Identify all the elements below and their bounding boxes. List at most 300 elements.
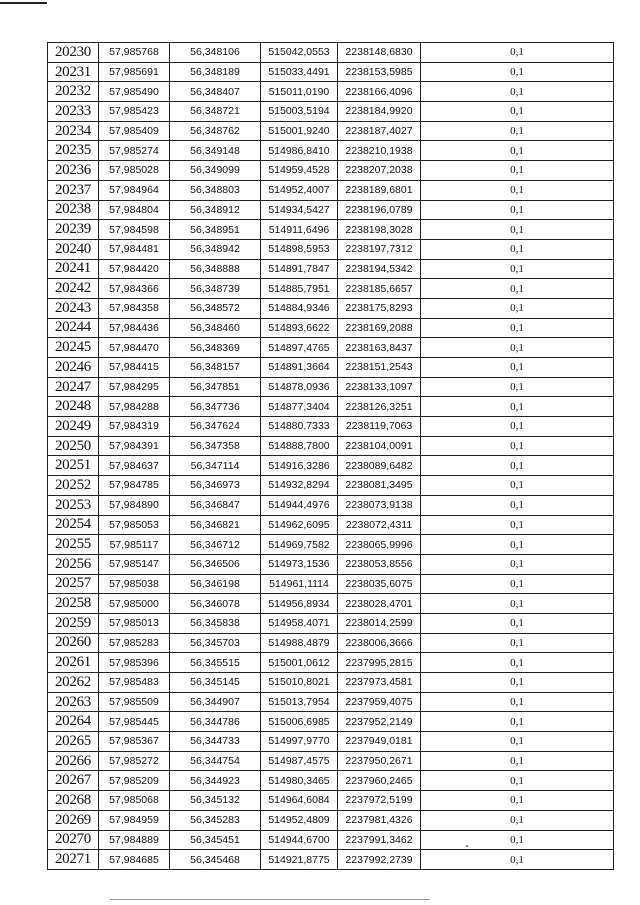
point-number-cell: 20240 bbox=[48, 239, 99, 259]
longitude-cell: 56,344754 bbox=[170, 751, 261, 771]
longitude-cell: 56,345451 bbox=[170, 830, 261, 850]
coord-x-cell: 514969,7582 bbox=[261, 535, 338, 555]
accuracy-cell: 0,1 bbox=[421, 397, 614, 417]
longitude-cell: 56,348369 bbox=[170, 338, 261, 358]
point-number-cell: 20241 bbox=[48, 259, 99, 279]
coord-y-cell: 2237972,5199 bbox=[338, 791, 421, 811]
coord-y-cell: 2237995,2815 bbox=[338, 653, 421, 673]
accuracy-cell: 0,1 bbox=[421, 338, 614, 358]
coord-y-cell: 2238196,0789 bbox=[338, 200, 421, 220]
table-row bbox=[48, 554, 614, 574]
table-row bbox=[48, 633, 614, 653]
coord-x-cell: 515042,0553 bbox=[261, 43, 338, 63]
accuracy-cell: 0,1 bbox=[421, 594, 614, 614]
coord-x-cell: 514934,5427 bbox=[261, 200, 338, 220]
table-row bbox=[48, 574, 614, 594]
longitude-cell: 56,348407 bbox=[170, 82, 261, 102]
coord-x-cell: 514952,4809 bbox=[261, 810, 338, 830]
coord-x-cell: 514986,8410 bbox=[261, 141, 338, 161]
coord-y-cell: 2238028,4701 bbox=[338, 594, 421, 614]
coord-x-cell: 515033,4491 bbox=[261, 62, 338, 82]
coord-y-cell: 2237960,2465 bbox=[338, 771, 421, 791]
coord-y-cell: 2238119,7063 bbox=[338, 417, 421, 437]
table-row bbox=[48, 673, 614, 693]
accuracy-cell: 0,1 bbox=[421, 751, 614, 771]
coord-x-cell: 514888,7800 bbox=[261, 436, 338, 456]
table-row bbox=[48, 259, 614, 279]
coord-y-cell: 2237991,3462 bbox=[338, 830, 421, 850]
coord-x-cell: 514944,4976 bbox=[261, 495, 338, 515]
accuracy-cell: 0,1 bbox=[421, 200, 614, 220]
latitude-cell: 57,985445 bbox=[99, 712, 170, 732]
accuracy-cell: 0,1 bbox=[421, 495, 614, 515]
point-number-cell: 20236 bbox=[48, 161, 99, 181]
coord-x-cell: 515011,0190 bbox=[261, 82, 338, 102]
longitude-cell: 56,345145 bbox=[170, 673, 261, 693]
latitude-cell: 57,985409 bbox=[99, 121, 170, 141]
coord-x-cell: 514884,9346 bbox=[261, 298, 338, 318]
point-number-cell: 20257 bbox=[48, 574, 99, 594]
coord-y-cell: 2238133,1097 bbox=[338, 377, 421, 397]
coord-x-cell: 514877,3404 bbox=[261, 397, 338, 417]
coord-x-cell: 515010,8021 bbox=[261, 673, 338, 693]
accuracy-cell: 0,1 bbox=[421, 771, 614, 791]
point-number-cell: 20243 bbox=[48, 298, 99, 318]
table-row bbox=[48, 377, 614, 397]
coord-y-cell: 2238035,6075 bbox=[338, 574, 421, 594]
coord-y-cell: 2238187,4027 bbox=[338, 121, 421, 141]
latitude-cell: 57,985483 bbox=[99, 673, 170, 693]
accuracy-cell: 0,1 bbox=[421, 161, 614, 181]
table-row bbox=[48, 732, 614, 752]
coord-x-cell: 514898,5953 bbox=[261, 239, 338, 259]
latitude-cell: 57,985423 bbox=[99, 102, 170, 122]
point-number-cell: 20268 bbox=[48, 791, 99, 811]
coord-x-cell: 514891,7847 bbox=[261, 259, 338, 279]
table-row bbox=[48, 298, 614, 318]
accuracy-cell: 0,1 bbox=[421, 358, 614, 378]
longitude-cell: 56,348739 bbox=[170, 279, 261, 299]
latitude-cell: 57,984470 bbox=[99, 338, 170, 358]
latitude-cell: 57,985068 bbox=[99, 791, 170, 811]
point-number-cell: 20239 bbox=[48, 220, 99, 240]
accuracy-cell: 0,1 bbox=[421, 712, 614, 732]
point-number-cell: 20263 bbox=[48, 692, 99, 712]
accuracy-cell: 0,1 bbox=[421, 830, 614, 850]
coord-x-cell: 514932,8294 bbox=[261, 476, 338, 496]
coord-x-cell: 515001,0612 bbox=[261, 653, 338, 673]
coord-y-cell: 2238198,3028 bbox=[338, 220, 421, 240]
longitude-cell: 56,348460 bbox=[170, 318, 261, 338]
coord-y-cell: 2238163,8437 bbox=[338, 338, 421, 358]
point-number-cell: 20231 bbox=[48, 62, 99, 82]
table-row bbox=[48, 200, 614, 220]
latitude-cell: 57,985147 bbox=[99, 554, 170, 574]
table-row bbox=[48, 594, 614, 614]
point-number-cell: 20258 bbox=[48, 594, 99, 614]
accuracy-cell: 0,1 bbox=[421, 515, 614, 535]
accuracy-cell: 0,1 bbox=[421, 436, 614, 456]
table-row bbox=[48, 830, 614, 850]
latitude-cell: 57,985117 bbox=[99, 535, 170, 555]
longitude-cell: 56,347736 bbox=[170, 397, 261, 417]
table-row bbox=[48, 810, 614, 830]
point-number-cell: 20260 bbox=[48, 633, 99, 653]
coord-y-cell: 2238207,2038 bbox=[338, 161, 421, 181]
latitude-cell: 57,984295 bbox=[99, 377, 170, 397]
latitude-cell: 57,985396 bbox=[99, 653, 170, 673]
coord-x-cell: 514921,8775 bbox=[261, 850, 338, 870]
longitude-cell: 56,349099 bbox=[170, 161, 261, 181]
latitude-cell: 57,984889 bbox=[99, 830, 170, 850]
accuracy-cell: 0,1 bbox=[421, 239, 614, 259]
accuracy-cell: 0,1 bbox=[421, 613, 614, 633]
coord-y-cell: 2237973,4581 bbox=[338, 673, 421, 693]
table-row bbox=[48, 653, 614, 673]
longitude-cell: 56,345838 bbox=[170, 613, 261, 633]
accuracy-cell: 0,1 bbox=[421, 62, 614, 82]
coord-x-cell: 514880,7333 bbox=[261, 417, 338, 437]
latitude-cell: 57,985038 bbox=[99, 574, 170, 594]
corner-rule bbox=[0, 2, 47, 4]
coord-y-cell: 2238210,1938 bbox=[338, 141, 421, 161]
table-row bbox=[48, 515, 614, 535]
coord-x-cell: 515001,9240 bbox=[261, 121, 338, 141]
point-number-cell: 20247 bbox=[48, 377, 99, 397]
coord-x-cell: 514961,1114 bbox=[261, 574, 338, 594]
longitude-cell: 56,348572 bbox=[170, 298, 261, 318]
coord-x-cell: 514987,4575 bbox=[261, 751, 338, 771]
scan-mark bbox=[466, 845, 468, 847]
latitude-cell: 57,984481 bbox=[99, 239, 170, 259]
table-row bbox=[48, 358, 614, 378]
point-number-cell: 20261 bbox=[48, 653, 99, 673]
coord-x-cell: 514911,6496 bbox=[261, 220, 338, 240]
longitude-cell: 56,348721 bbox=[170, 102, 261, 122]
coord-y-cell: 2237952,2149 bbox=[338, 712, 421, 732]
latitude-cell: 57,984804 bbox=[99, 200, 170, 220]
coord-x-cell: 514944,6700 bbox=[261, 830, 338, 850]
coord-y-cell: 2237950,2671 bbox=[338, 751, 421, 771]
longitude-cell: 56,346078 bbox=[170, 594, 261, 614]
coord-x-cell: 514878,0936 bbox=[261, 377, 338, 397]
latitude-cell: 57,984637 bbox=[99, 456, 170, 476]
point-number-cell: 20234 bbox=[48, 121, 99, 141]
longitude-cell: 56,348157 bbox=[170, 358, 261, 378]
coord-y-cell: 2238104,0091 bbox=[338, 436, 421, 456]
accuracy-cell: 0,1 bbox=[421, 82, 614, 102]
table-row bbox=[48, 121, 614, 141]
latitude-cell: 57,984420 bbox=[99, 259, 170, 279]
coordinates-table-body bbox=[48, 43, 614, 870]
coord-y-cell: 2238014,2599 bbox=[338, 613, 421, 633]
coord-x-cell: 514891,3664 bbox=[261, 358, 338, 378]
coord-x-cell: 515013,7954 bbox=[261, 692, 338, 712]
latitude-cell: 57,985013 bbox=[99, 613, 170, 633]
longitude-cell: 56,345515 bbox=[170, 653, 261, 673]
longitude-cell: 56,348106 bbox=[170, 43, 261, 63]
coord-y-cell: 2238194,5342 bbox=[338, 259, 421, 279]
accuracy-cell: 0,1 bbox=[421, 456, 614, 476]
table-row bbox=[48, 476, 614, 496]
point-number-cell: 20233 bbox=[48, 102, 99, 122]
point-number-cell: 20269 bbox=[48, 810, 99, 830]
coord-y-cell: 2237981,4326 bbox=[338, 810, 421, 830]
table-row bbox=[48, 338, 614, 358]
table-row bbox=[48, 180, 614, 200]
coord-y-cell: 2238169,2088 bbox=[338, 318, 421, 338]
longitude-cell: 56,346973 bbox=[170, 476, 261, 496]
latitude-cell: 57,985053 bbox=[99, 515, 170, 535]
coord-x-cell: 514893,6622 bbox=[261, 318, 338, 338]
point-number-cell: 20253 bbox=[48, 495, 99, 515]
table-row bbox=[48, 495, 614, 515]
accuracy-cell: 0,1 bbox=[421, 850, 614, 870]
point-number-cell: 20249 bbox=[48, 417, 99, 437]
table-row bbox=[48, 417, 614, 437]
coord-y-cell: 2238189,6801 bbox=[338, 180, 421, 200]
coord-x-cell: 514959,4528 bbox=[261, 161, 338, 181]
longitude-cell: 56,344786 bbox=[170, 712, 261, 732]
point-number-cell: 20256 bbox=[48, 554, 99, 574]
latitude-cell: 57,985272 bbox=[99, 751, 170, 771]
table-row bbox=[48, 692, 614, 712]
latitude-cell: 57,984685 bbox=[99, 850, 170, 870]
accuracy-cell: 0,1 bbox=[421, 220, 614, 240]
coord-x-cell: 514956,8934 bbox=[261, 594, 338, 614]
point-number-cell: 20270 bbox=[48, 830, 99, 850]
longitude-cell: 56,346506 bbox=[170, 554, 261, 574]
latitude-cell: 57,985209 bbox=[99, 771, 170, 791]
accuracy-cell: 0,1 bbox=[421, 377, 614, 397]
table-row bbox=[48, 239, 614, 259]
latitude-cell: 57,984964 bbox=[99, 180, 170, 200]
point-number-cell: 20259 bbox=[48, 613, 99, 633]
point-number-cell: 20264 bbox=[48, 712, 99, 732]
accuracy-cell: 0,1 bbox=[421, 180, 614, 200]
latitude-cell: 57,985283 bbox=[99, 633, 170, 653]
coord-y-cell: 2237959,4075 bbox=[338, 692, 421, 712]
point-number-cell: 20237 bbox=[48, 180, 99, 200]
point-number-cell: 20267 bbox=[48, 771, 99, 791]
longitude-cell: 56,346712 bbox=[170, 535, 261, 555]
coord-x-cell: 515006,6985 bbox=[261, 712, 338, 732]
longitude-cell: 56,344923 bbox=[170, 771, 261, 791]
latitude-cell: 57,984785 bbox=[99, 476, 170, 496]
point-number-cell: 20248 bbox=[48, 397, 99, 417]
longitude-cell: 56,346198 bbox=[170, 574, 261, 594]
coord-x-cell: 514973,1536 bbox=[261, 554, 338, 574]
longitude-cell: 56,344907 bbox=[170, 692, 261, 712]
point-number-cell: 20244 bbox=[48, 318, 99, 338]
accuracy-cell: 0,1 bbox=[421, 673, 614, 693]
accuracy-cell: 0,1 bbox=[421, 298, 614, 318]
point-number-cell: 20232 bbox=[48, 82, 99, 102]
table-row bbox=[48, 771, 614, 791]
coord-y-cell: 2238184,9920 bbox=[338, 102, 421, 122]
latitude-cell: 57,984598 bbox=[99, 220, 170, 240]
accuracy-cell: 0,1 bbox=[421, 141, 614, 161]
coord-y-cell: 2238072,4311 bbox=[338, 515, 421, 535]
coord-y-cell: 2237992,2739 bbox=[338, 850, 421, 870]
point-number-cell: 20266 bbox=[48, 751, 99, 771]
longitude-cell: 56,348762 bbox=[170, 121, 261, 141]
longitude-cell: 56,345703 bbox=[170, 633, 261, 653]
point-number-cell: 20265 bbox=[48, 732, 99, 752]
latitude-cell: 57,984890 bbox=[99, 495, 170, 515]
point-number-cell: 20242 bbox=[48, 279, 99, 299]
accuracy-cell: 0,1 bbox=[421, 43, 614, 63]
table-row bbox=[48, 82, 614, 102]
coordinates-table bbox=[47, 42, 614, 870]
coord-y-cell: 2238081,3495 bbox=[338, 476, 421, 496]
table-row bbox=[48, 161, 614, 181]
table-row bbox=[48, 318, 614, 338]
table-row bbox=[48, 535, 614, 555]
table-row bbox=[48, 141, 614, 161]
longitude-cell: 56,346821 bbox=[170, 515, 261, 535]
point-number-cell: 20230 bbox=[48, 43, 99, 63]
coord-x-cell: 514916,3286 bbox=[261, 456, 338, 476]
table-row bbox=[48, 397, 614, 417]
coord-x-cell: 514885,7951 bbox=[261, 279, 338, 299]
accuracy-cell: 0,1 bbox=[421, 633, 614, 653]
table-row bbox=[48, 43, 614, 63]
point-number-cell: 20238 bbox=[48, 200, 99, 220]
latitude-cell: 57,984319 bbox=[99, 417, 170, 437]
coord-y-cell: 2238073,9138 bbox=[338, 495, 421, 515]
longitude-cell: 56,348888 bbox=[170, 259, 261, 279]
latitude-cell: 57,984959 bbox=[99, 810, 170, 830]
accuracy-cell: 0,1 bbox=[421, 279, 614, 299]
latitude-cell: 57,985000 bbox=[99, 594, 170, 614]
latitude-cell: 57,984436 bbox=[99, 318, 170, 338]
longitude-cell: 56,345468 bbox=[170, 850, 261, 870]
coord-y-cell: 2238006,3666 bbox=[338, 633, 421, 653]
latitude-cell: 57,985509 bbox=[99, 692, 170, 712]
latitude-cell: 57,985490 bbox=[99, 82, 170, 102]
coord-y-cell: 2238126,3251 bbox=[338, 397, 421, 417]
longitude-cell: 56,344733 bbox=[170, 732, 261, 752]
latitude-cell: 57,985768 bbox=[99, 43, 170, 63]
coord-x-cell: 515003,5194 bbox=[261, 102, 338, 122]
coord-x-cell: 514988,4879 bbox=[261, 633, 338, 653]
point-number-cell: 20246 bbox=[48, 358, 99, 378]
point-number-cell: 20254 bbox=[48, 515, 99, 535]
coord-x-cell: 514980,3465 bbox=[261, 771, 338, 791]
accuracy-cell: 0,1 bbox=[421, 653, 614, 673]
coord-y-cell: 2238151,2543 bbox=[338, 358, 421, 378]
longitude-cell: 56,348189 bbox=[170, 62, 261, 82]
coord-y-cell: 2238065,9996 bbox=[338, 535, 421, 555]
coordinates-table-container bbox=[47, 42, 614, 870]
accuracy-cell: 0,1 bbox=[421, 318, 614, 338]
latitude-cell: 57,984288 bbox=[99, 397, 170, 417]
longitude-cell: 56,345132 bbox=[170, 791, 261, 811]
coord-x-cell: 514962,6095 bbox=[261, 515, 338, 535]
coord-y-cell: 2238197,7312 bbox=[338, 239, 421, 259]
coord-y-cell: 2238166,4096 bbox=[338, 82, 421, 102]
point-number-cell: 20235 bbox=[48, 141, 99, 161]
latitude-cell: 57,984415 bbox=[99, 358, 170, 378]
table-row bbox=[48, 751, 614, 771]
point-number-cell: 20252 bbox=[48, 476, 99, 496]
coord-x-cell: 514964,6084 bbox=[261, 791, 338, 811]
coord-y-cell: 2238053,8556 bbox=[338, 554, 421, 574]
table-row bbox=[48, 456, 614, 476]
accuracy-cell: 0,1 bbox=[421, 121, 614, 141]
table-row bbox=[48, 850, 614, 870]
footer-rule bbox=[110, 899, 430, 900]
latitude-cell: 57,985028 bbox=[99, 161, 170, 181]
coord-x-cell: 514997,9770 bbox=[261, 732, 338, 752]
accuracy-cell: 0,1 bbox=[421, 791, 614, 811]
longitude-cell: 56,348951 bbox=[170, 220, 261, 240]
table-row bbox=[48, 613, 614, 633]
coord-y-cell: 2238153,5985 bbox=[338, 62, 421, 82]
coord-y-cell: 2238148,6830 bbox=[338, 43, 421, 63]
accuracy-cell: 0,1 bbox=[421, 554, 614, 574]
table-row bbox=[48, 279, 614, 299]
point-number-cell: 20255 bbox=[48, 535, 99, 555]
coord-y-cell: 2237949,0181 bbox=[338, 732, 421, 752]
accuracy-cell: 0,1 bbox=[421, 810, 614, 830]
longitude-cell: 56,348803 bbox=[170, 180, 261, 200]
accuracy-cell: 0,1 bbox=[421, 692, 614, 712]
longitude-cell: 56,348942 bbox=[170, 239, 261, 259]
latitude-cell: 57,984391 bbox=[99, 436, 170, 456]
coord-x-cell: 514897,4765 bbox=[261, 338, 338, 358]
coord-y-cell: 2238185,6657 bbox=[338, 279, 421, 299]
coord-y-cell: 2238089,6482 bbox=[338, 456, 421, 476]
longitude-cell: 56,346847 bbox=[170, 495, 261, 515]
latitude-cell: 57,984366 bbox=[99, 279, 170, 299]
table-row bbox=[48, 102, 614, 122]
table-row bbox=[48, 62, 614, 82]
accuracy-cell: 0,1 bbox=[421, 259, 614, 279]
table-row bbox=[48, 791, 614, 811]
accuracy-cell: 0,1 bbox=[421, 102, 614, 122]
latitude-cell: 57,985274 bbox=[99, 141, 170, 161]
longitude-cell: 56,347114 bbox=[170, 456, 261, 476]
point-number-cell: 20250 bbox=[48, 436, 99, 456]
coord-x-cell: 514952,4007 bbox=[261, 180, 338, 200]
coord-y-cell: 2238175,8293 bbox=[338, 298, 421, 318]
longitude-cell: 56,345283 bbox=[170, 810, 261, 830]
longitude-cell: 56,347358 bbox=[170, 436, 261, 456]
accuracy-cell: 0,1 bbox=[421, 476, 614, 496]
table-row bbox=[48, 436, 614, 456]
accuracy-cell: 0,1 bbox=[421, 535, 614, 555]
latitude-cell: 57,985367 bbox=[99, 732, 170, 752]
longitude-cell: 56,349148 bbox=[170, 141, 261, 161]
coord-x-cell: 514958,4071 bbox=[261, 613, 338, 633]
latitude-cell: 57,984358 bbox=[99, 298, 170, 318]
point-number-cell: 20271 bbox=[48, 850, 99, 870]
longitude-cell: 56,347851 bbox=[170, 377, 261, 397]
table-row bbox=[48, 712, 614, 732]
accuracy-cell: 0,1 bbox=[421, 417, 614, 437]
point-number-cell: 20251 bbox=[48, 456, 99, 476]
accuracy-cell: 0,1 bbox=[421, 574, 614, 594]
point-number-cell: 20245 bbox=[48, 338, 99, 358]
longitude-cell: 56,347624 bbox=[170, 417, 261, 437]
latitude-cell: 57,985691 bbox=[99, 62, 170, 82]
table-row bbox=[48, 220, 614, 240]
accuracy-cell: 0,1 bbox=[421, 732, 614, 752]
point-number-cell: 20262 bbox=[48, 673, 99, 693]
longitude-cell: 56,348912 bbox=[170, 200, 261, 220]
